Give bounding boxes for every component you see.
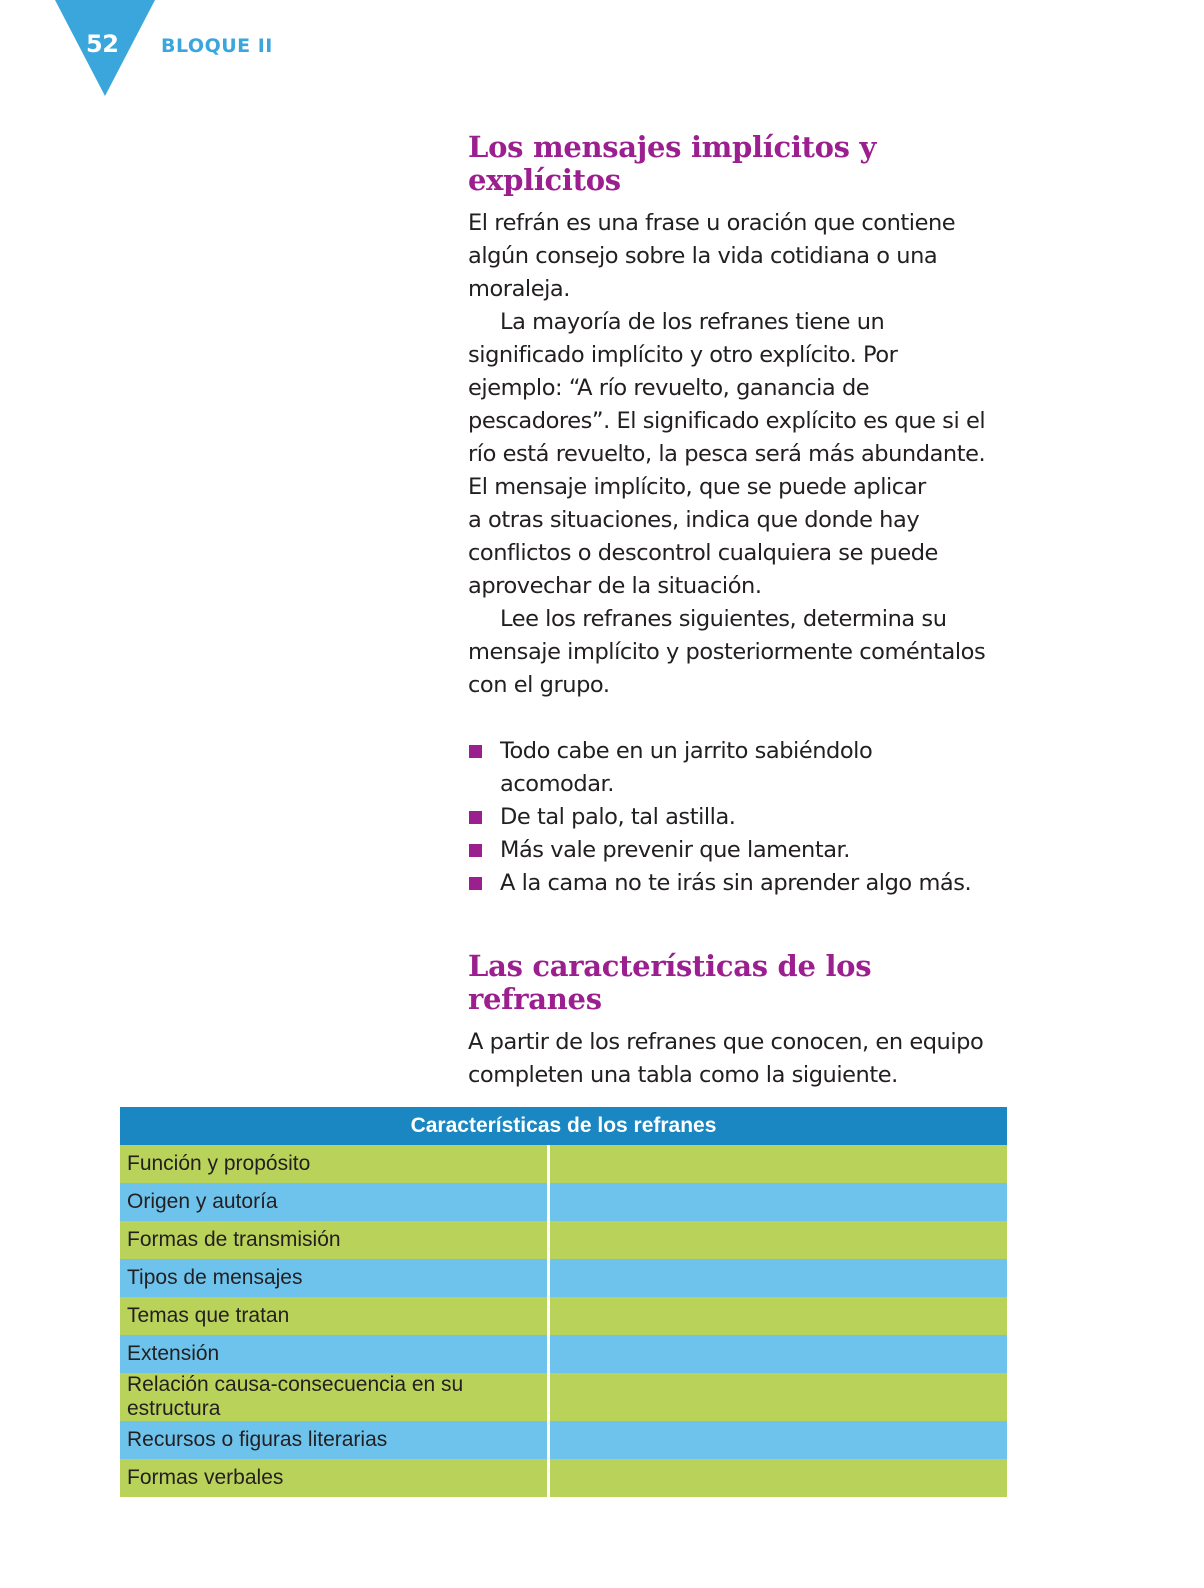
text-line: El mensaje implícito, que se puede aplicar <box>468 474 926 500</box>
row-label: Relación causa-consecuencia en su estructura <box>120 1373 548 1421</box>
paragraph <box>468 1026 1028 1092</box>
answer-cell[interactable] <box>548 1459 1007 1497</box>
text-line: A partir de los refranes que conocen, en equipo <box>468 1029 984 1055</box>
answer-cell[interactable] <box>548 1373 1007 1421</box>
text-line: acomodar. <box>500 771 614 797</box>
title-line: refranes <box>468 982 602 1016</box>
section-title <box>468 131 1028 197</box>
square-bullet-icon <box>469 811 482 824</box>
table-row <box>120 1335 1007 1373</box>
answer-cell[interactable] <box>548 1145 1007 1183</box>
row-label: Recursos o figuras literarias <box>120 1421 548 1459</box>
section-title <box>468 950 1028 1016</box>
list-item <box>468 834 1028 867</box>
list-item <box>468 735 1028 801</box>
text-line: conflictos o descontrol cualquiera se puede <box>468 540 938 566</box>
title-line: Los mensajes implícitos y <box>468 130 877 164</box>
text-line: completen una tabla como la siguiente. <box>468 1062 898 1088</box>
square-bullet-icon <box>469 877 482 890</box>
paragraph <box>468 603 1028 702</box>
page-number: 52 <box>86 30 119 58</box>
text-line: pescadores”. El significado explícito es que si el <box>468 408 986 434</box>
text-line: significado implícito y otro explícito. Por <box>468 342 898 368</box>
row-label: Extensión <box>120 1335 548 1373</box>
answer-cell[interactable] <box>548 1221 1007 1259</box>
table-header-row <box>120 1107 1007 1145</box>
text-line: a otras situaciones, indica que donde hay <box>468 507 920 533</box>
block-label: BLOQUE II <box>161 35 273 57</box>
row-label: Temas que tratan <box>120 1297 548 1335</box>
table-row <box>120 1183 1007 1221</box>
text-line: ejemplo: “A río revuelto, ganancia de <box>468 375 870 401</box>
table-row <box>120 1259 1007 1297</box>
list-item <box>468 867 1028 900</box>
table-row <box>120 1221 1007 1259</box>
text-line: Más vale prevenir que lamentar. <box>500 837 850 863</box>
text-line: algún consejo sobre la vida cotidiana o una <box>468 243 938 269</box>
text-line: Todo cabe en un jarrito sabiéndolo <box>500 738 873 764</box>
table-row <box>120 1297 1007 1335</box>
text-line: A la cama no te irás sin aprender algo más. <box>500 870 972 896</box>
section-characteristics <box>468 950 1028 1092</box>
table-header: Características de los refranes <box>120 1107 1007 1145</box>
title-line: explícitos <box>468 163 621 197</box>
text-line: moraleja. <box>468 276 570 302</box>
text-line: De tal palo, tal astilla. <box>500 804 736 830</box>
row-label: Origen y autoría <box>120 1183 548 1221</box>
row-label: Formas verbales <box>120 1459 548 1497</box>
paragraph <box>468 306 1028 603</box>
row-label: Formas de transmisión <box>120 1221 548 1259</box>
list-item <box>468 801 1028 834</box>
answer-cell[interactable] <box>548 1259 1007 1297</box>
row-label: Función y propósito <box>120 1145 548 1183</box>
paragraph <box>468 207 1028 306</box>
table-row <box>120 1373 1007 1421</box>
answer-cell[interactable] <box>548 1183 1007 1221</box>
table-row <box>120 1145 1007 1183</box>
section-implicit-explicit <box>468 131 1028 900</box>
row-label: Tipos de mensajes <box>120 1259 548 1297</box>
title-line: Las características de los <box>468 949 872 983</box>
text-line: con el grupo. <box>468 672 610 698</box>
characteristics-table <box>120 1107 1007 1497</box>
square-bullet-icon <box>469 844 482 857</box>
table-row <box>120 1459 1007 1497</box>
text-line: El refrán es una frase u oración que contiene <box>468 210 956 236</box>
answer-cell[interactable] <box>548 1421 1007 1459</box>
text-line: aprovechar de la situación. <box>468 573 762 599</box>
table-row <box>120 1421 1007 1459</box>
square-bullet-icon <box>469 745 482 758</box>
answer-cell[interactable] <box>548 1335 1007 1373</box>
answer-cell[interactable] <box>548 1297 1007 1335</box>
text-line: La mayoría de los refranes tiene un <box>500 309 885 335</box>
text-line: río está revuelto, la pesca será más abundante. <box>468 441 986 467</box>
text-line: mensaje implícito y posteriormente coméntalos <box>468 639 986 665</box>
text-line: Lee los refranes siguientes, determina su <box>500 606 947 632</box>
refranes-list <box>468 735 1028 900</box>
